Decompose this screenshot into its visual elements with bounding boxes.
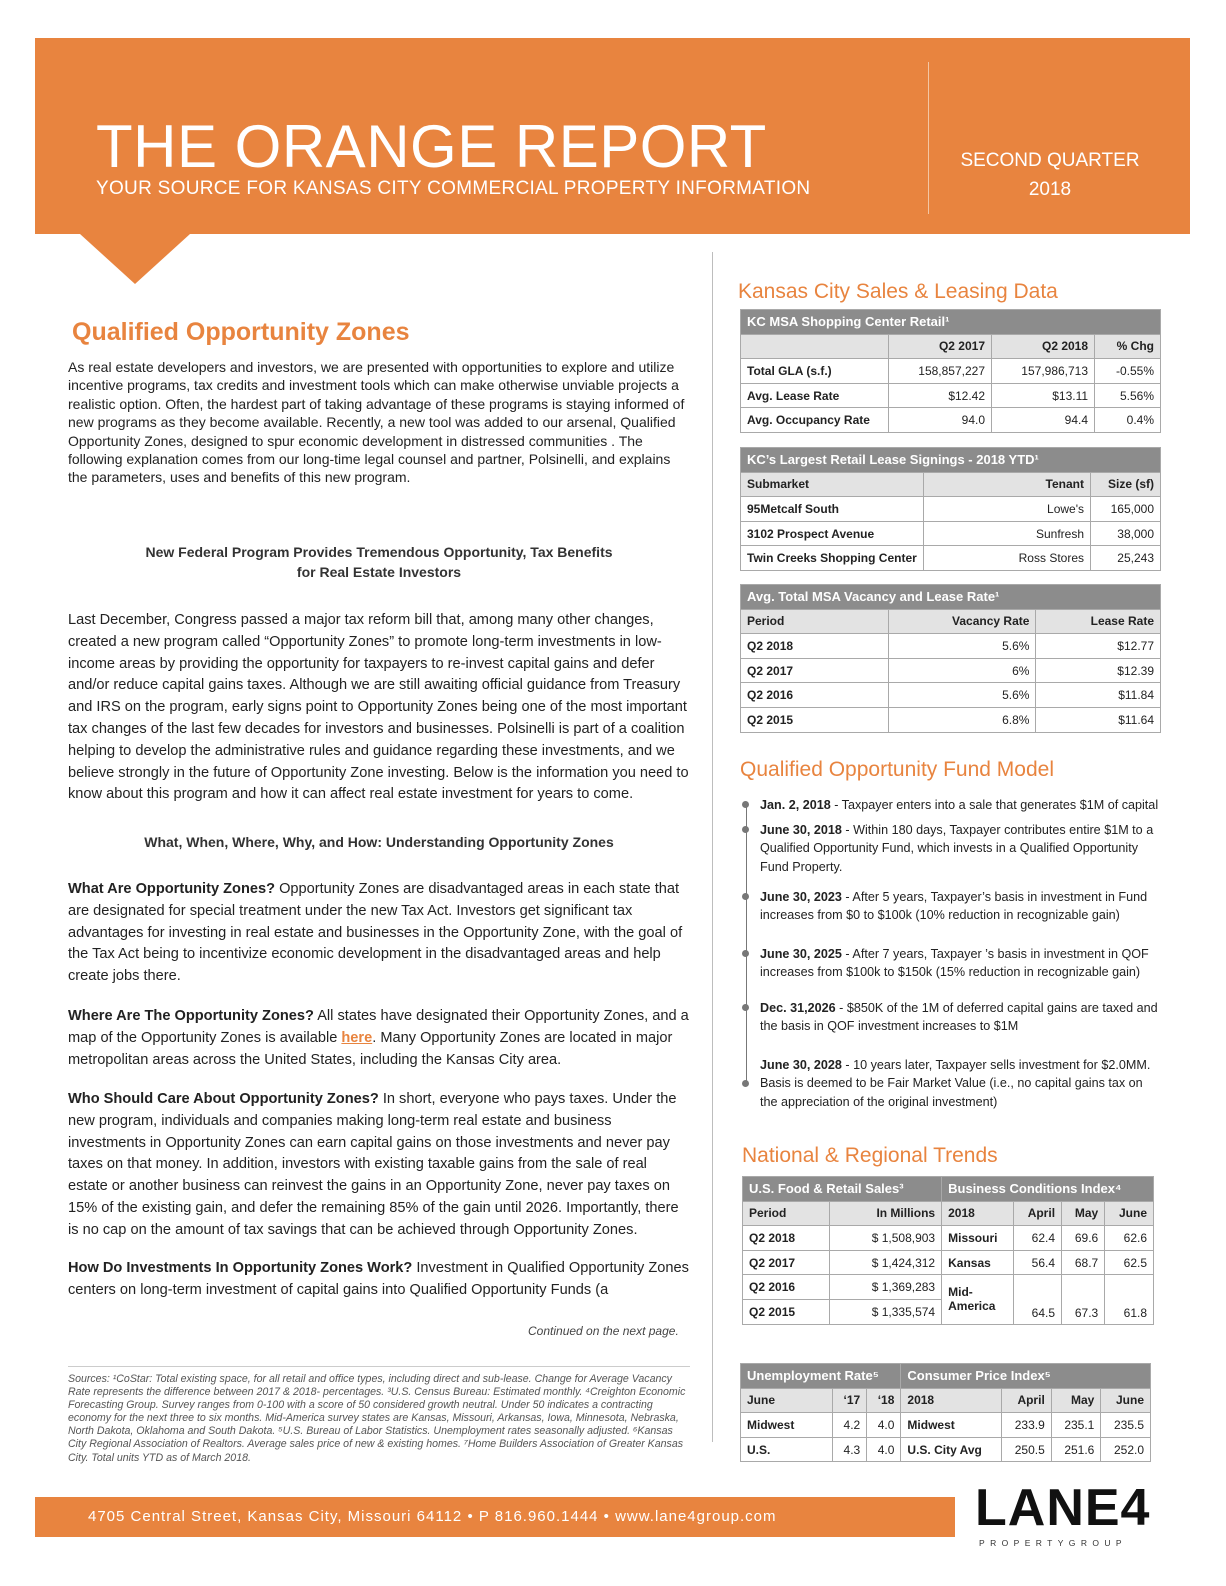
- col-header: April: [1002, 1388, 1052, 1413]
- food-retail-title: U.S. Food & Retail Sales³: [743, 1177, 942, 1202]
- col-header: Period: [743, 1201, 830, 1226]
- table-cell: 25,243: [1091, 546, 1161, 571]
- table-cell: 95Metcalf South: [741, 497, 924, 522]
- table-cell: Q2 2018: [741, 634, 889, 659]
- table-cell: 94.4: [992, 408, 1095, 433]
- table-cell: 233.9: [1002, 1413, 1052, 1438]
- vacancy-table-title: Avg. Total MSA Vacancy and Lease Rate¹: [741, 585, 1161, 610]
- table-cell: $12.39: [1036, 658, 1161, 683]
- table-cell: $11.84: [1036, 683, 1161, 708]
- table-cell: 251.6: [1051, 1437, 1101, 1462]
- col-header: Lease Rate: [1036, 609, 1161, 634]
- header-arrow: [80, 234, 190, 284]
- timeline-item: [760, 945, 1160, 982]
- paragraph-tax-reform: Last December, Congress passed a major tax reform bill that, among many other changes, created a new program called “Opportunity Zones” to promote long-term investments in low-income areas by providing the opportunity for taxpayers to re-invest capital gains and defer and/or reduce capital gains taxes. Although we are still awaiting official guidance from Treasury and IRS on the program, early signs point to Opportunity Zones being one of the most important tax changes of the last few decades for investors and businesses. Polsinelli is part of a coalition helping to develop the administrative rules and guidance regarding these investments, and we believe strongly in the future of Opportunity Zone investing. Below is the information you need to know about this program and how it can affect real estate investment for years to come.: [68, 612, 689, 803]
- table-cell: 64.5: [1014, 1275, 1062, 1324]
- table-row: [741, 1413, 1151, 1438]
- qa-how-head: How Do Investments In Opportunity Zones Work?: [68, 1260, 413, 1276]
- timeline-dot-icon: [742, 801, 749, 808]
- table-cell: Q2 2015: [743, 1299, 830, 1324]
- qa-where-body-a: All states have designated their Opportunity Zones, and a map of the Opportunity Zones is available: [68, 1008, 689, 1046]
- table-cell: 62.6: [1105, 1226, 1154, 1251]
- unemployment-cpi-table: [740, 1363, 1151, 1462]
- table-cell: 68.7: [1062, 1250, 1105, 1275]
- qa-what-body: Opportunity Zones are disadvantaged areas in each state that are designated for special treatment under the new Tax Act. Investors get significant tax advantages for investing in real estate and businesses in the Opportunity Zone, with the goal of the Tax Act being to incentivize economic development in the disadvantaged areas and help create jobs there.: [68, 881, 683, 985]
- table-cell: 3102 Prospect Avenue: [741, 521, 924, 546]
- col-header: Q2 2018: [992, 334, 1095, 359]
- qa-how-body: Investment in Qualified Opportunity Zones centers on long-term investment of capital gains into Qualified Opportunity Funds (a: [68, 1260, 689, 1298]
- column-divider: [712, 252, 713, 1442]
- lease-signings-table: [740, 447, 1161, 571]
- timeline-item: [760, 821, 1160, 876]
- col-header: Period: [741, 609, 889, 634]
- row-label: Avg. Occupancy Rate: [741, 408, 889, 433]
- col-header: Vacancy Rate: [889, 609, 1036, 634]
- qa-what: [68, 879, 690, 988]
- table-cell: Q2 2017: [743, 1250, 830, 1275]
- table-cell: Ross Stores: [923, 546, 1090, 571]
- table-cell: 62.4: [1014, 1226, 1062, 1251]
- fund-timeline: [738, 796, 1159, 1109]
- timeline-dot-icon: [742, 950, 749, 957]
- business-index-title: Business Conditions Index⁴: [942, 1177, 1154, 1202]
- quarter-label: [940, 146, 1160, 204]
- table-cell: Sunfresh: [923, 521, 1090, 546]
- col-header: April: [1014, 1201, 1062, 1226]
- table-cell: Lowe's: [923, 497, 1090, 522]
- col-header: May: [1051, 1388, 1101, 1413]
- timeline-date: Jan. 2, 2018: [760, 798, 831, 812]
- table-cell: 252.0: [1101, 1437, 1151, 1462]
- table-cell: 69.6: [1062, 1226, 1105, 1251]
- table-row: [741, 707, 1161, 732]
- subhead-federal-program: [68, 542, 690, 582]
- footer-contact[interactable]: 4705 Central Street, Kansas City, Missouri 64112 • P 816.960.1444 • www.lane4group.com: [88, 1508, 777, 1525]
- table-cell: Q2 2015: [741, 707, 889, 732]
- sales-leasing-title: Kansas City Sales & Leasing Data: [738, 280, 1058, 303]
- retail-table: [740, 309, 1161, 433]
- table-header-row: [741, 1388, 1151, 1413]
- table-cell: Kansas: [942, 1250, 1014, 1275]
- table-row: [741, 408, 1161, 433]
- col-header: ‘18: [867, 1388, 901, 1413]
- subhead-understanding: What, When, Where, Why, and How: Understanding Opportunity Zones: [144, 834, 614, 850]
- table-cell: Q2 2017: [741, 658, 889, 683]
- table-cell: Q2 2016: [743, 1275, 830, 1300]
- trends-title: National & Regional Trends: [742, 1144, 998, 1167]
- col-header: ‘17: [833, 1388, 867, 1413]
- logo-tagline: PROPERTYGROUP: [979, 1538, 1127, 1548]
- table-row: [743, 1250, 1154, 1275]
- row-label: Avg. Lease Rate: [741, 383, 889, 408]
- subhead-line1: New Federal Program Provides Tremendous Opportunity, Tax Benefits: [145, 544, 613, 560]
- quarter-line1: SECOND QUARTER: [960, 150, 1140, 171]
- table-row: [741, 359, 1161, 384]
- table-cell: $ 1,424,312: [829, 1250, 941, 1275]
- timeline-text: - Taxpayer enters into a sale that generates $1M of capital: [830, 798, 1159, 812]
- quarter-line2: 2018: [1028, 179, 1072, 200]
- timeline-text: - After 7 years, Taxpayer ’s basis in investment in QOF increases from $100k to $150k (15% reduction in recognizable gain): [760, 947, 1149, 980]
- timeline-dot-icon: [742, 893, 749, 900]
- qa-where: [68, 1006, 690, 1071]
- col-header: June: [1101, 1388, 1151, 1413]
- table-cell: 4.3: [833, 1437, 867, 1462]
- table-cell: $ 1,335,574: [829, 1299, 941, 1324]
- row-label: Total GLA (s.f.): [741, 359, 889, 384]
- qa-how: [68, 1258, 690, 1302]
- intro-paragraph: As real estate developers and investors, we are presented with opportunities to explore and utilize incentive programs, tax credits and investment tools which can make otherwise unviable projects a realistic option. Often, the hardest part of taking advantage of these programs is staying informed of new programs as they become available. Recently, a new tool was added to our arsenal, Qualified Opportunity Zones, designed to spur economic development in distressed communities . The following explanation comes from our long-time legal counsel and partner, Polsinelli, and explains the parameters, uses and benefits of this new program.: [68, 359, 685, 486]
- table-cell: 67.3: [1062, 1275, 1105, 1324]
- col-header: Q2 2017: [889, 334, 992, 359]
- timeline-dot-icon: [742, 826, 749, 833]
- timeline-item: [760, 888, 1160, 925]
- table-cell: 38,000: [1091, 521, 1161, 546]
- col-header: % Chg: [1095, 334, 1161, 359]
- trends-table: [742, 1176, 1154, 1325]
- timeline-item: [760, 796, 1160, 814]
- table-cell: 4.2: [833, 1413, 867, 1438]
- table-cell: 0.4%: [1095, 408, 1161, 433]
- table-cell: U.S.: [741, 1437, 833, 1462]
- timeline-item: [760, 1056, 1160, 1111]
- table-cell: 6.8%: [889, 707, 1036, 732]
- table-cell: Missouri: [942, 1226, 1014, 1251]
- table-row: [741, 497, 1161, 522]
- timeline-dot-icon: [742, 1080, 749, 1087]
- table-row: [743, 1275, 1154, 1300]
- timeline-dot-icon: [742, 1004, 749, 1011]
- retail-table-title: KC MSA Shopping Center Retail¹: [741, 310, 1161, 335]
- col-header: May: [1062, 1201, 1105, 1226]
- table-cell: 5.6%: [889, 683, 1036, 708]
- table-cell: Q2 2018: [743, 1226, 830, 1251]
- table-cell: 235.1: [1051, 1413, 1101, 1438]
- table-row: [741, 546, 1161, 571]
- table-cell: Mid-America: [942, 1275, 1014, 1324]
- table-cell: 157,986,713: [992, 359, 1095, 384]
- report-subtitle: YOUR SOURCE FOR KANSAS CITY COMMERCIAL PROPERTY INFORMATION: [96, 178, 811, 199]
- table-row: [741, 634, 1161, 659]
- logo-wordmark: LANE4: [975, 1479, 1151, 1537]
- table-cell: 61.8: [1105, 1275, 1154, 1324]
- lease-table-title: KC’s Largest Retail Lease Signings - 2018 YTD¹: [741, 448, 1161, 473]
- map-link[interactable]: here: [341, 1029, 373, 1046]
- table-cell: Midwest: [901, 1413, 1002, 1438]
- col-header: Size (sf): [1091, 472, 1161, 497]
- qa-who-body: In short, everyone who pays taxes. Under the new program, individuals and companies making long-term real estate and business investments in Opportunity Zones can earn capital gains on those investments and never pay taxes on that money. In addition, investors with existing taxable gains from the sale of real estate or another business can reinvest the gains in an Opportunity Zone, never pay taxes on 15% of the existing gain, and defer the remaining 85% of the gain until 2026. Importantly, there is no cap on the amount of tax savings that can be achieved through Opportunity Zones.: [68, 1091, 679, 1238]
- table-cell: 5.56%: [1095, 383, 1161, 408]
- table-row: [743, 1226, 1154, 1251]
- table-cell: $12.42: [889, 383, 992, 408]
- timeline-date: June 30, 2025: [760, 947, 842, 961]
- col-header: June: [741, 1388, 833, 1413]
- timeline-text: - 10 years later, Taxpayer sells investment for $2.0MM. Basis is deemed to be Fair Market Value (i.e., no capital gains tax on the appreciation of the original investment): [760, 1058, 1151, 1109]
- table-header-row: [741, 334, 1161, 359]
- table-row: [741, 1437, 1151, 1462]
- table-cell: 4.0: [867, 1413, 901, 1438]
- timeline-text: - Within 180 days, Taxpayer contributes entire $1M to a Qualified Opportunity Fund, which invests in a Qualified Opportunity Fund Property.: [760, 823, 1154, 874]
- qa-what-head: What Are Opportunity Zones?: [68, 881, 276, 897]
- col-header: Submarket: [741, 472, 924, 497]
- table-cell: 165,000: [1091, 497, 1161, 522]
- table-cell: 5.6%: [889, 634, 1036, 659]
- qoz-section-title: Qualified Opportunity Zones: [72, 318, 410, 346]
- timeline-date: June 30, 2028: [760, 1058, 842, 1072]
- table-row: [741, 683, 1161, 708]
- col-header: In Millions: [829, 1201, 941, 1226]
- table-cell: 158,857,227: [889, 359, 992, 384]
- table-cell: $12.77: [1036, 634, 1161, 659]
- table-header-row: [741, 472, 1161, 497]
- timeline-date: Dec. 31,2026: [760, 1001, 836, 1015]
- table-cell: 250.5: [1002, 1437, 1052, 1462]
- report-title: THE ORANGE REPORT: [96, 113, 767, 180]
- vacancy-table: [740, 584, 1161, 733]
- timeline-line: [746, 802, 747, 1084]
- col-header: June: [1105, 1201, 1154, 1226]
- table-cell: 6%: [889, 658, 1036, 683]
- col-header: Tenant: [923, 472, 1090, 497]
- table-cell: 62.5: [1105, 1250, 1154, 1275]
- table-row: [741, 658, 1161, 683]
- qa-where-body-b: . Many Opportunity Zones are located in major metropolitan areas across the United States, including the Kansas City area.: [68, 1029, 673, 1068]
- table-cell: U.S. City Avg: [901, 1437, 1002, 1462]
- table-header-row: [741, 609, 1161, 634]
- table-cell: 94.0: [889, 408, 992, 433]
- table-cell: Midwest: [741, 1413, 833, 1438]
- sources-footnote: Sources: ¹CoStar: Total existing space, for all retail and office types, including direct and sub-lease. Change for Average Vacancy Rate represents the difference between 2017 & 2018- percentages. ³U.S. Census Bureau: Estimated monthly. ⁴Creighton Economic Forecasting Group. Survey ranges from 0-100 with a score of 50 considered growth neutral. Under 50 indicates a contracting economy for the next three to six months. Mid-America survey states are Kansas, Missouri, Arkansas, Iowa, Minnesota, Nebraska, North Dakota, Oklahoma and South Dakota. ⁵U.S. Bureau of Labor Statistics. Unemployment rates seasonally adjusted. ⁶Kansas City Regional Association of Realtors. Average sales price of new & existing homes. ⁷Home Builders Association of Greater Kansas City. Total units YTD as of March 2018.: [68, 1366, 690, 1465]
- table-header-row: [743, 1201, 1154, 1226]
- qa-where-head: Where Are The Opportunity Zones?: [68, 1008, 314, 1024]
- table-cell: Q2 2016: [741, 683, 889, 708]
- table-cell: 4.0: [867, 1437, 901, 1462]
- table-cell: 235.5: [1101, 1413, 1151, 1438]
- header-divider: [928, 62, 929, 214]
- timeline-date: June 30, 2023: [760, 890, 842, 904]
- table-cell: Twin Creeks Shopping Center: [741, 546, 924, 571]
- table-cell: -0.55%: [1095, 359, 1161, 384]
- table-cell: $ 1,369,283: [829, 1275, 941, 1300]
- fund-model-title: Qualified Opportunity Fund Model: [740, 758, 1055, 781]
- col-header: 2018: [942, 1201, 1014, 1226]
- table-cell: $13.11: [992, 383, 1095, 408]
- timeline-text: - $850K of the 1M of deferred capital gains are taxed and the basis in QOF investment increases to $1M: [760, 1001, 1158, 1034]
- qa-who-head: Who Should Care About Opportunity Zones?: [68, 1091, 379, 1107]
- timeline-text: - After 5 years, Taxpayer’s basis in investment in Fund increases from $0 to $100k (10% reduction in recognizable gain): [760, 890, 1148, 923]
- col-header: 2018: [901, 1388, 1002, 1413]
- table-cell: $11.64: [1036, 707, 1161, 732]
- continued-note: Continued on the next page.: [528, 1324, 679, 1338]
- qa-who: [68, 1089, 690, 1242]
- table-cell: $ 1,508,903: [829, 1226, 941, 1251]
- table-row: [741, 383, 1161, 408]
- unemployment-title: Unemployment Rate⁵: [741, 1364, 901, 1389]
- subhead-line2: for Real Estate Investors: [296, 564, 462, 580]
- table-cell: 56.4: [1014, 1250, 1062, 1275]
- table-row: [741, 521, 1161, 546]
- lane4-logo: [975, 1478, 1175, 1558]
- timeline-item: [760, 999, 1160, 1036]
- timeline-date: June 30, 2018: [760, 823, 842, 837]
- cpi-title: Consumer Price Index⁵: [901, 1364, 1151, 1389]
